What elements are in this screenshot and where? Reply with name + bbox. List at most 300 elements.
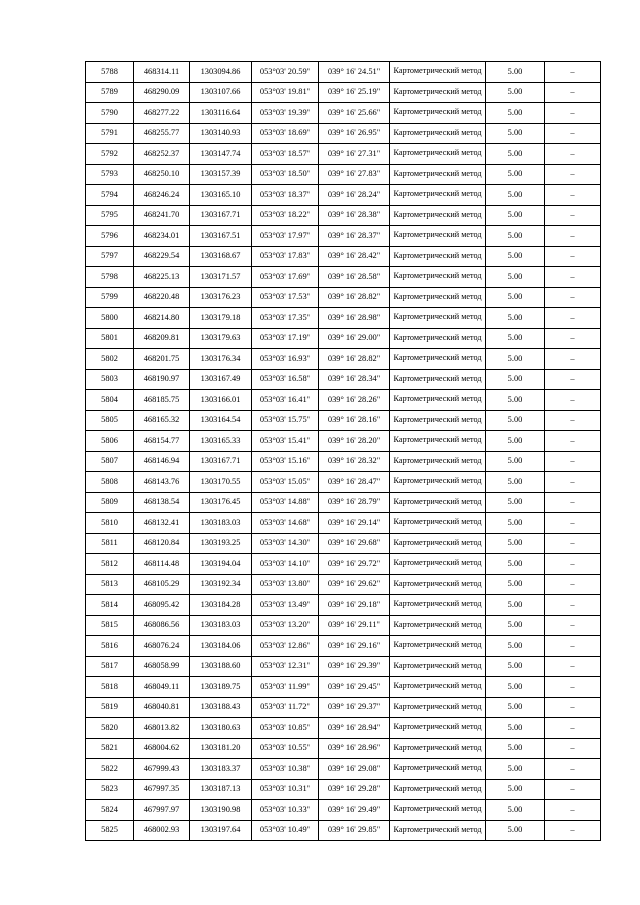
- table-row: [86, 62, 601, 83]
- latitude-cell: 053°03' 11.72": [252, 697, 319, 718]
- method-cell: Картометрический метод: [390, 205, 486, 226]
- point-number-cell: 5788: [86, 62, 134, 83]
- table-row: [86, 738, 601, 759]
- table-row: [86, 472, 601, 493]
- accuracy-cell: 5.00: [486, 267, 545, 288]
- table-row: [86, 226, 601, 247]
- latitude-cell: 053°03' 17.53": [252, 287, 319, 308]
- point-number-cell: 5813: [86, 574, 134, 595]
- latitude-cell: 053°03' 14.30": [252, 533, 319, 554]
- point-number-cell: 5793: [86, 164, 134, 185]
- method-cell: Картометрический метод: [390, 308, 486, 329]
- point-number-cell: 5806: [86, 431, 134, 452]
- method-cell: Картометрический метод: [390, 759, 486, 780]
- point-number-cell: 5812: [86, 554, 134, 575]
- longitude-cell: 039° 16' 29.85": [319, 820, 390, 841]
- y-coordinate-cell: 1303176.23: [190, 287, 252, 308]
- note-cell: –: [545, 410, 601, 431]
- accuracy-cell: 5.00: [486, 451, 545, 472]
- longitude-cell: 039° 16' 29.08": [319, 759, 390, 780]
- note-cell: –: [545, 62, 601, 83]
- accuracy-cell: 5.00: [486, 410, 545, 431]
- coordinates-table: [85, 61, 601, 841]
- table-row: [86, 82, 601, 103]
- method-cell: Картометрический метод: [390, 492, 486, 513]
- x-coordinate-cell: 468002.93: [134, 820, 190, 841]
- latitude-cell: 053°03' 16.58": [252, 369, 319, 390]
- table-row: [86, 103, 601, 124]
- longitude-cell: 039° 16' 25.19": [319, 82, 390, 103]
- note-cell: –: [545, 738, 601, 759]
- table-row: [86, 656, 601, 677]
- y-coordinate-cell: 1303140.93: [190, 123, 252, 144]
- y-coordinate-cell: 1303179.63: [190, 328, 252, 349]
- x-coordinate-cell: 468190.97: [134, 369, 190, 390]
- point-number-cell: 5807: [86, 451, 134, 472]
- method-cell: Картометрический метод: [390, 82, 486, 103]
- x-coordinate-cell: 468255.77: [134, 123, 190, 144]
- table-row: [86, 185, 601, 206]
- note-cell: –: [545, 574, 601, 595]
- y-coordinate-cell: 1303167.51: [190, 226, 252, 247]
- longitude-cell: 039° 16' 29.68": [319, 533, 390, 554]
- x-coordinate-cell: 468225.13: [134, 267, 190, 288]
- table-row: [86, 451, 601, 472]
- accuracy-cell: 5.00: [486, 574, 545, 595]
- note-cell: –: [545, 349, 601, 370]
- accuracy-cell: 5.00: [486, 226, 545, 247]
- point-number-cell: 5820: [86, 718, 134, 739]
- note-cell: –: [545, 492, 601, 513]
- y-coordinate-cell: 1303193.25: [190, 533, 252, 554]
- longitude-cell: 039° 16' 27.83": [319, 164, 390, 185]
- table-row: [86, 431, 601, 452]
- note-cell: –: [545, 677, 601, 698]
- longitude-cell: 039° 16' 29.72": [319, 554, 390, 575]
- x-coordinate-cell: 468290.09: [134, 82, 190, 103]
- note-cell: –: [545, 451, 601, 472]
- x-coordinate-cell: 468013.82: [134, 718, 190, 739]
- x-coordinate-cell: 468185.75: [134, 390, 190, 411]
- note-cell: –: [545, 533, 601, 554]
- point-number-cell: 5825: [86, 820, 134, 841]
- method-cell: Картометрический метод: [390, 472, 486, 493]
- latitude-cell: 053°03' 10.38": [252, 759, 319, 780]
- x-coordinate-cell: 468201.75: [134, 349, 190, 370]
- note-cell: –: [545, 697, 601, 718]
- point-number-cell: 5802: [86, 349, 134, 370]
- point-number-cell: 5799: [86, 287, 134, 308]
- accuracy-cell: 5.00: [486, 185, 545, 206]
- table-row: [86, 595, 601, 616]
- x-coordinate-cell: 468220.48: [134, 287, 190, 308]
- latitude-cell: 053°03' 13.49": [252, 595, 319, 616]
- latitude-cell: 053°03' 17.97": [252, 226, 319, 247]
- latitude-cell: 053°03' 13.80": [252, 574, 319, 595]
- point-number-cell: 5791: [86, 123, 134, 144]
- note-cell: –: [545, 800, 601, 821]
- point-number-cell: 5792: [86, 144, 134, 165]
- latitude-cell: 053°03' 15.16": [252, 451, 319, 472]
- method-cell: Картометрический метод: [390, 431, 486, 452]
- longitude-cell: 039° 16' 29.14": [319, 513, 390, 534]
- x-coordinate-cell: 468165.32: [134, 410, 190, 431]
- point-number-cell: 5819: [86, 697, 134, 718]
- y-coordinate-cell: 1303168.67: [190, 246, 252, 267]
- y-coordinate-cell: 1303116.64: [190, 103, 252, 124]
- coordinates-sheet: [85, 61, 600, 841]
- x-coordinate-cell: 468246.24: [134, 185, 190, 206]
- x-coordinate-cell: 468138.54: [134, 492, 190, 513]
- table-row: [86, 820, 601, 841]
- y-coordinate-cell: 1303183.03: [190, 513, 252, 534]
- note-cell: –: [545, 554, 601, 575]
- accuracy-cell: 5.00: [486, 636, 545, 657]
- note-cell: –: [545, 205, 601, 226]
- point-number-cell: 5823: [86, 779, 134, 800]
- note-cell: –: [545, 144, 601, 165]
- latitude-cell: 053°03' 17.69": [252, 267, 319, 288]
- table-row: [86, 246, 601, 267]
- y-coordinate-cell: 1303094.86: [190, 62, 252, 83]
- point-number-cell: 5798: [86, 267, 134, 288]
- latitude-cell: 053°03' 18.57": [252, 144, 319, 165]
- method-cell: Картометрический метод: [390, 779, 486, 800]
- accuracy-cell: 5.00: [486, 533, 545, 554]
- latitude-cell: 053°03' 15.41": [252, 431, 319, 452]
- longitude-cell: 039° 16' 29.39": [319, 656, 390, 677]
- accuracy-cell: 5.00: [486, 62, 545, 83]
- table-row: [86, 390, 601, 411]
- table-row: [86, 718, 601, 739]
- method-cell: Картометрический метод: [390, 267, 486, 288]
- latitude-cell: 053°03' 17.83": [252, 246, 319, 267]
- point-number-cell: 5803: [86, 369, 134, 390]
- x-coordinate-cell: 468058.99: [134, 656, 190, 677]
- method-cell: Картометрический метод: [390, 697, 486, 718]
- method-cell: Картометрический метод: [390, 369, 486, 390]
- accuracy-cell: 5.00: [486, 123, 545, 144]
- table-row: [86, 615, 601, 636]
- latitude-cell: 053°03' 18.22": [252, 205, 319, 226]
- method-cell: Картометрический метод: [390, 185, 486, 206]
- point-number-cell: 5810: [86, 513, 134, 534]
- longitude-cell: 039° 16' 27.31": [319, 144, 390, 165]
- note-cell: –: [545, 759, 601, 780]
- accuracy-cell: 5.00: [486, 164, 545, 185]
- point-number-cell: 5824: [86, 800, 134, 821]
- y-coordinate-cell: 1303107.66: [190, 82, 252, 103]
- x-coordinate-cell: 468049.11: [134, 677, 190, 698]
- x-coordinate-cell: 468252.37: [134, 144, 190, 165]
- accuracy-cell: 5.00: [486, 595, 545, 616]
- note-cell: –: [545, 308, 601, 329]
- note-cell: –: [545, 820, 601, 841]
- latitude-cell: 053°03' 15.75": [252, 410, 319, 431]
- note-cell: –: [545, 656, 601, 677]
- x-coordinate-cell: 468314.11: [134, 62, 190, 83]
- point-number-cell: 5808: [86, 472, 134, 493]
- x-coordinate-cell: 468250.10: [134, 164, 190, 185]
- note-cell: –: [545, 595, 601, 616]
- longitude-cell: 039° 16' 28.20": [319, 431, 390, 452]
- longitude-cell: 039° 16' 28.32": [319, 451, 390, 472]
- latitude-cell: 053°03' 18.37": [252, 185, 319, 206]
- accuracy-cell: 5.00: [486, 800, 545, 821]
- note-cell: –: [545, 123, 601, 144]
- method-cell: Картометрический метод: [390, 595, 486, 616]
- note-cell: –: [545, 779, 601, 800]
- latitude-cell: 053°03' 19.81": [252, 82, 319, 103]
- method-cell: Картометрический метод: [390, 636, 486, 657]
- x-coordinate-cell: 467997.97: [134, 800, 190, 821]
- method-cell: Картометрический метод: [390, 123, 486, 144]
- latitude-cell: 053°03' 12.86": [252, 636, 319, 657]
- accuracy-cell: 5.00: [486, 779, 545, 800]
- table-row: [86, 144, 601, 165]
- longitude-cell: 039° 16' 28.58": [319, 267, 390, 288]
- latitude-cell: 053°03' 12.31": [252, 656, 319, 677]
- point-number-cell: 5796: [86, 226, 134, 247]
- table-row: [86, 677, 601, 698]
- note-cell: –: [545, 164, 601, 185]
- point-number-cell: 5822: [86, 759, 134, 780]
- method-cell: Картометрический метод: [390, 226, 486, 247]
- table-row: [86, 636, 601, 657]
- note-cell: –: [545, 472, 601, 493]
- table-row: [86, 164, 601, 185]
- longitude-cell: 039° 16' 28.82": [319, 349, 390, 370]
- method-cell: Картометрический метод: [390, 615, 486, 636]
- latitude-cell: 053°03' 14.68": [252, 513, 319, 534]
- table-row: [86, 287, 601, 308]
- longitude-cell: 039° 16' 25.66": [319, 103, 390, 124]
- method-cell: Картометрический метод: [390, 800, 486, 821]
- table-row: [86, 369, 601, 390]
- accuracy-cell: 5.00: [486, 390, 545, 411]
- longitude-cell: 039° 16' 28.79": [319, 492, 390, 513]
- y-coordinate-cell: 1303176.34: [190, 349, 252, 370]
- latitude-cell: 053°03' 20.59": [252, 62, 319, 83]
- longitude-cell: 039° 16' 28.38": [319, 205, 390, 226]
- longitude-cell: 039° 16' 28.16": [319, 410, 390, 431]
- longitude-cell: 039° 16' 29.11": [319, 615, 390, 636]
- table-row: [86, 410, 601, 431]
- y-coordinate-cell: 1303164.54: [190, 410, 252, 431]
- method-cell: Картометрический метод: [390, 718, 486, 739]
- x-coordinate-cell: 468105.29: [134, 574, 190, 595]
- point-number-cell: 5797: [86, 246, 134, 267]
- point-number-cell: 5805: [86, 410, 134, 431]
- note-cell: –: [545, 431, 601, 452]
- longitude-cell: 039° 16' 28.82": [319, 287, 390, 308]
- method-cell: Картометрический метод: [390, 574, 486, 595]
- table-row: [86, 697, 601, 718]
- accuracy-cell: 5.00: [486, 513, 545, 534]
- y-coordinate-cell: 1303183.03: [190, 615, 252, 636]
- latitude-cell: 053°03' 10.31": [252, 779, 319, 800]
- method-cell: Картометрический метод: [390, 820, 486, 841]
- accuracy-cell: 5.00: [486, 369, 545, 390]
- x-coordinate-cell: 467997.35: [134, 779, 190, 800]
- point-number-cell: 5801: [86, 328, 134, 349]
- y-coordinate-cell: 1303166.01: [190, 390, 252, 411]
- note-cell: –: [545, 226, 601, 247]
- y-coordinate-cell: 1303190.98: [190, 800, 252, 821]
- method-cell: Картометрический метод: [390, 554, 486, 575]
- latitude-cell: 053°03' 11.99": [252, 677, 319, 698]
- x-coordinate-cell: 468146.94: [134, 451, 190, 472]
- accuracy-cell: 5.00: [486, 718, 545, 739]
- y-coordinate-cell: 1303176.45: [190, 492, 252, 513]
- method-cell: Картометрический метод: [390, 287, 486, 308]
- y-coordinate-cell: 1303187.13: [190, 779, 252, 800]
- accuracy-cell: 5.00: [486, 738, 545, 759]
- accuracy-cell: 5.00: [486, 82, 545, 103]
- x-coordinate-cell: 468229.54: [134, 246, 190, 267]
- table-row: [86, 759, 601, 780]
- x-coordinate-cell: 468209.81: [134, 328, 190, 349]
- accuracy-cell: 5.00: [486, 431, 545, 452]
- latitude-cell: 053°03' 15.05": [252, 472, 319, 493]
- point-number-cell: 5817: [86, 656, 134, 677]
- longitude-cell: 039° 16' 29.62": [319, 574, 390, 595]
- y-coordinate-cell: 1303180.63: [190, 718, 252, 739]
- note-cell: –: [545, 103, 601, 124]
- y-coordinate-cell: 1303184.06: [190, 636, 252, 657]
- point-number-cell: 5814: [86, 595, 134, 616]
- longitude-cell: 039° 16' 29.49": [319, 800, 390, 821]
- y-coordinate-cell: 1303157.39: [190, 164, 252, 185]
- note-cell: –: [545, 369, 601, 390]
- x-coordinate-cell: 468132.41: [134, 513, 190, 534]
- y-coordinate-cell: 1303183.37: [190, 759, 252, 780]
- accuracy-cell: 5.00: [486, 328, 545, 349]
- latitude-cell: 053°03' 10.49": [252, 820, 319, 841]
- longitude-cell: 039° 16' 28.94": [319, 718, 390, 739]
- method-cell: Картометрический метод: [390, 738, 486, 759]
- point-number-cell: 5790: [86, 103, 134, 124]
- note-cell: –: [545, 82, 601, 103]
- note-cell: –: [545, 636, 601, 657]
- note-cell: –: [545, 246, 601, 267]
- point-number-cell: 5818: [86, 677, 134, 698]
- y-coordinate-cell: 1303171.57: [190, 267, 252, 288]
- x-coordinate-cell: 468214.80: [134, 308, 190, 329]
- accuracy-cell: 5.00: [486, 492, 545, 513]
- coordinates-table-body: [86, 62, 601, 841]
- latitude-cell: 053°03' 17.19": [252, 328, 319, 349]
- longitude-cell: 039° 16' 28.34": [319, 369, 390, 390]
- x-coordinate-cell: 467999.43: [134, 759, 190, 780]
- y-coordinate-cell: 1303170.55: [190, 472, 252, 493]
- note-cell: –: [545, 615, 601, 636]
- accuracy-cell: 5.00: [486, 205, 545, 226]
- latitude-cell: 053°03' 16.41": [252, 390, 319, 411]
- longitude-cell: 039° 16' 29.28": [319, 779, 390, 800]
- method-cell: Картометрический метод: [390, 513, 486, 534]
- note-cell: –: [545, 287, 601, 308]
- latitude-cell: 053°03' 17.35": [252, 308, 319, 329]
- note-cell: –: [545, 718, 601, 739]
- note-cell: –: [545, 390, 601, 411]
- longitude-cell: 039° 16' 28.24": [319, 185, 390, 206]
- longitude-cell: 039° 16' 29.00": [319, 328, 390, 349]
- method-cell: Картометрический метод: [390, 677, 486, 698]
- latitude-cell: 053°03' 14.10": [252, 554, 319, 575]
- point-number-cell: 5800: [86, 308, 134, 329]
- longitude-cell: 039° 16' 28.96": [319, 738, 390, 759]
- x-coordinate-cell: 468095.42: [134, 595, 190, 616]
- accuracy-cell: 5.00: [486, 308, 545, 329]
- point-number-cell: 5815: [86, 615, 134, 636]
- latitude-cell: 053°03' 10.85": [252, 718, 319, 739]
- method-cell: Картометрический метод: [390, 451, 486, 472]
- y-coordinate-cell: 1303188.43: [190, 697, 252, 718]
- x-coordinate-cell: 468086.56: [134, 615, 190, 636]
- table-row: [86, 349, 601, 370]
- table-row: [86, 574, 601, 595]
- accuracy-cell: 5.00: [486, 103, 545, 124]
- longitude-cell: 039° 16' 28.42": [319, 246, 390, 267]
- latitude-cell: 053°03' 14.88": [252, 492, 319, 513]
- point-number-cell: 5811: [86, 533, 134, 554]
- accuracy-cell: 5.00: [486, 677, 545, 698]
- table-row: [86, 205, 601, 226]
- longitude-cell: 039° 16' 26.95": [319, 123, 390, 144]
- method-cell: Картометрический метод: [390, 349, 486, 370]
- y-coordinate-cell: 1303188.60: [190, 656, 252, 677]
- accuracy-cell: 5.00: [486, 759, 545, 780]
- y-coordinate-cell: 1303147.74: [190, 144, 252, 165]
- table-row: [86, 308, 601, 329]
- method-cell: Картометрический метод: [390, 533, 486, 554]
- note-cell: –: [545, 513, 601, 534]
- x-coordinate-cell: 468154.77: [134, 431, 190, 452]
- note-cell: –: [545, 267, 601, 288]
- accuracy-cell: 5.00: [486, 697, 545, 718]
- x-coordinate-cell: 468120.84: [134, 533, 190, 554]
- y-coordinate-cell: 1303181.20: [190, 738, 252, 759]
- latitude-cell: 053°03' 16.93": [252, 349, 319, 370]
- x-coordinate-cell: 468143.76: [134, 472, 190, 493]
- x-coordinate-cell: 468114.48: [134, 554, 190, 575]
- method-cell: Картометрический метод: [390, 144, 486, 165]
- point-number-cell: 5804: [86, 390, 134, 411]
- x-coordinate-cell: 468076.24: [134, 636, 190, 657]
- longitude-cell: 039° 16' 29.37": [319, 697, 390, 718]
- y-coordinate-cell: 1303165.10: [190, 185, 252, 206]
- table-row: [86, 267, 601, 288]
- longitude-cell: 039° 16' 28.47": [319, 472, 390, 493]
- accuracy-cell: 5.00: [486, 656, 545, 677]
- method-cell: Картометрический метод: [390, 390, 486, 411]
- longitude-cell: 039° 16' 24.51": [319, 62, 390, 83]
- latitude-cell: 053°03' 13.20": [252, 615, 319, 636]
- accuracy-cell: 5.00: [486, 554, 545, 575]
- x-coordinate-cell: 468277.22: [134, 103, 190, 124]
- table-row: [86, 123, 601, 144]
- table-row: [86, 513, 601, 534]
- point-number-cell: 5816: [86, 636, 134, 657]
- latitude-cell: 053°03' 18.69": [252, 123, 319, 144]
- x-coordinate-cell: 468004.62: [134, 738, 190, 759]
- point-number-cell: 5809: [86, 492, 134, 513]
- point-number-cell: 5821: [86, 738, 134, 759]
- y-coordinate-cell: 1303179.18: [190, 308, 252, 329]
- method-cell: Картометрический метод: [390, 103, 486, 124]
- accuracy-cell: 5.00: [486, 287, 545, 308]
